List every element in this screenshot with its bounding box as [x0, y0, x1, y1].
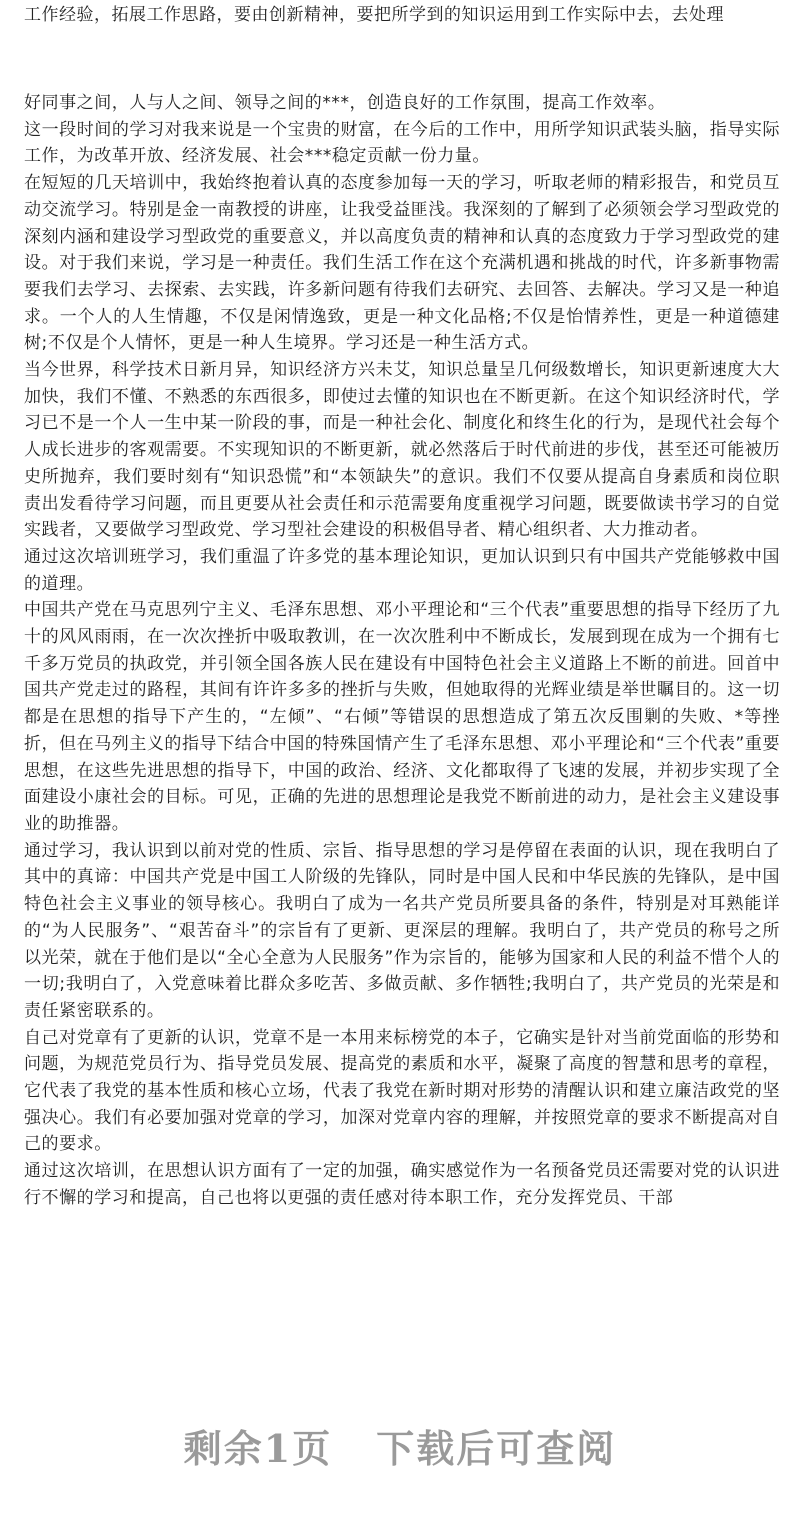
- document-body: [24, 0, 780, 1212]
- paragraph: 中国共产党在马克思列宁主义、毛泽东思想、邓小平理论和“三个代表”重要思想的指导下经历了九十的风风雨雨，在一次次挫折中吸取教训，在一次次胜利中不断成长，发展到现在成为一个拥有七千多万党员的执政党，并引领全国各族人民在建设有中国特色社会主义道路上不断的前进。回首中国共产党走过的路程，其间有许许多多的挫折与失败，但她取得的光辉业绩是举世瞩目的。这一切都是在思想的指导下产生的，“左倾”、“右倾”等错误的思想造成了第五次反围剿的失败、*等挫折，但在马列主义的指导下结合中国的特殊国情产生了毛泽东思想、邓小平理论和“三个代表”重要思想，在这些先进思想的指导下，中国的政治、经济、文化都取得了飞速的发展，并初步实现了全面建设小康社会的目标。可见，正确的先进的思想理论是我党不断前进的动力，是社会主义建设事业的助推器。: [24, 600, 780, 834]
- remaining-pages-label: 剩余1页: [183, 1426, 333, 1471]
- paragraph: 这一段时间的学习对我来说是一个宝贵的财富，在今后的工作中，用所学知识武装头脑，指导实际工作，为改革开放、经济发展、社会***稳定贡献一份力量。: [24, 119, 780, 167]
- paragraph: 好同事之间，人与人之间、领导之间的***，创造良好的工作氛围，提高工作效率。: [24, 93, 666, 113]
- paragraph: 通过这次培训班学习，我们重温了许多党的基本理论知识，更加认识到只有中国共产党能够救中国的道理。: [24, 546, 780, 594]
- download-to-view-label: 下载后可查阅: [376, 1426, 617, 1471]
- page-break-gap: [24, 30, 780, 90]
- previous-page-last-line: 工作经验，拓展工作思路，要由创新精神，要把所学到的知识运用到工作实际中去，去处理: [24, 5, 724, 25]
- paragraph: 自己对党章有了更新的认识，党章不是一本用来标榜党的本子，它确实是针对当前党面临的形势和问题，为规范党员行为、指导党员发展、提高党的素质和水平，凝聚了高度的智慧和思考的章程，它代表了我党的基本性质和核心立场，代表了我党在新时期对形势的清醒认识和建立廉洁政党的坚强决心。我们有必要加强对党章的学习，加深对党章内容的理解，并按照党章的要求不断提高对自己的要求。: [24, 1027, 780, 1155]
- download-prompt[interactable]: [0, 1418, 800, 1473]
- paragraph: 当今世界，科学技术日新月异，知识经济方兴未艾，知识总量呈几何级数增长，知识更新速度大大加快，我们不懂、不熟悉的东西很多，即使过去懂的知识也在不断更新。在这个知识经济时代，学习已不是一个人一生中某一阶段的事，而是一种社会化、制度化和终生化的行为，是现代社会每个人成长进步的客观需要。不实现知识的不断更新，就必然落后于时代前进的步伐，甚至还可能被历史所抛弃，我们要时刻有“知识恐慌”和“本领缺失”的意识。我们不仅要从提高自身素质和岗位职责出发看待学习问题，而且更要从社会责任和示范需要角度重视学习问题，既要做读书学习的自觉实践者，又要做学习型政党、学习型社会建设的积极倡导者、精心组织者、大力推动者。: [24, 360, 780, 541]
- paragraph: 通过这次培训，在思想认识方面有了一定的加强，确实感觉作为一名预备党员还需要对党的认识进行不懈的学习和提高，自己也将以更强的责任感对待本职工作，充分发挥党员、干部: [24, 1161, 780, 1208]
- paragraph: 通过学习，我认识到以前对党的性质、宗旨、指导思想的学习是停留在表面的认识，现在我明白了其中的真谛：中国共产党是中国工人阶级的先锋队，同时是中国人民和中华民族的先锋队，是中国特色社会主义事业的领导核心。我明白了成为一名共产党员所要具备的条件，特别是对耳熟能详的“为人民服务”、“艰苦奋斗”的宗旨有了更新、更深层的理解。我明白了，共产党员的称号之所以光荣，就在于他们是以“全心全意为人民服务”作为宗旨的，能够为国家和人民的利益不惜个人的一切;我明白了，入党意味着比群众多吃苦、多做贡献、多作牺牲;我明白了，共产党员的光荣是和责任紧密联系的。: [24, 840, 780, 1021]
- paragraph: 在短短的几天培训中，我始终抱着认真的态度参加每一天的学习，听取老师的精彩报告，和党员互动交流学习。特别是金一南教授的讲座，让我受益匪浅。我深刻的了解到了必须领会学习型政党的深刻内涵和建设学习型政党的重要意义，并以高度负责的精神和认真的态度致力于学习型政党的建设。对于我们来说，学习是一种责任。我们生活工作在这个充满机遇和挑战的时代，许多新事物需要我们去学习、去探索、去实践，许多新问题有待我们去研究、去回答、去解决。学习又是一种追求。一个人的人生情趣，不仅是闲情逸致，更是一种文化品格;不仅是怡情养性，更是一种道德建树;不仅是个人情怀，更是一种人生境界。学习还是一种生活方式。: [24, 173, 780, 354]
